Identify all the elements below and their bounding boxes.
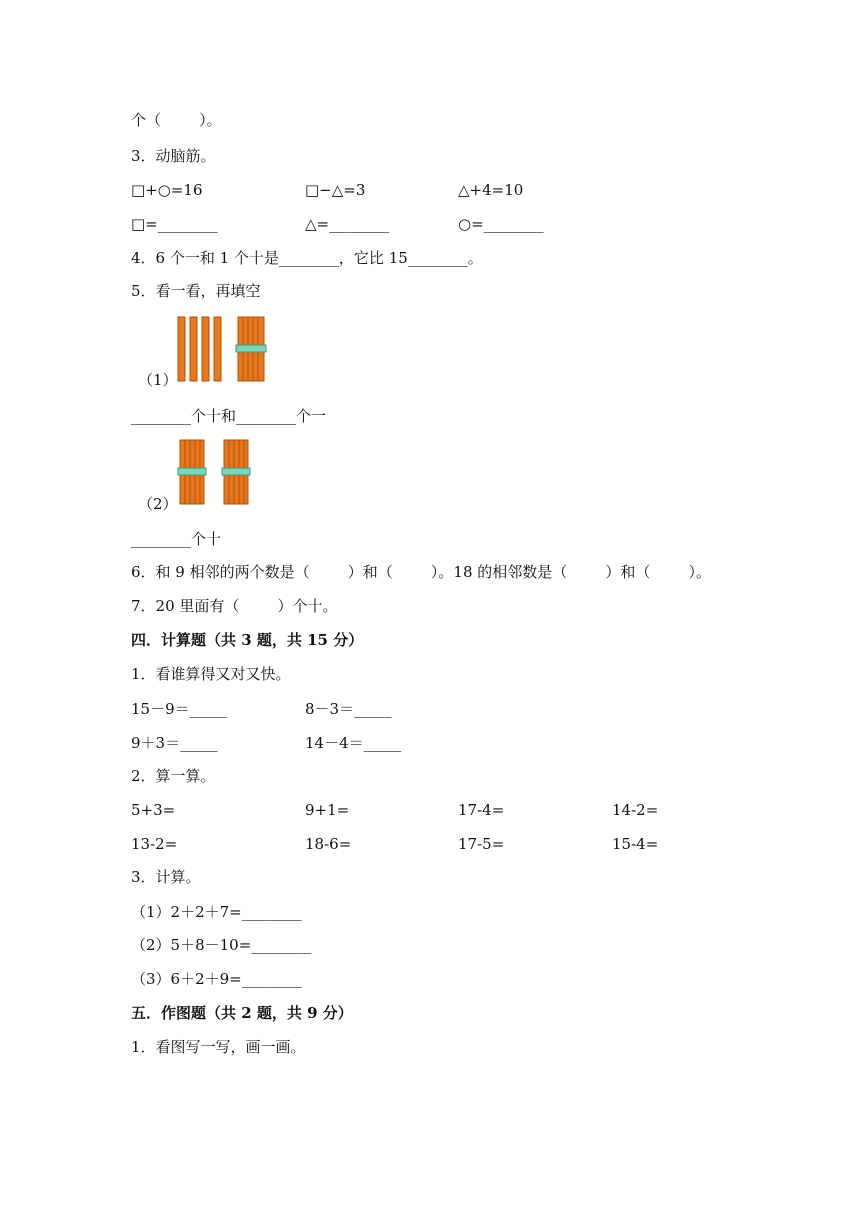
sub-question-label: （1）: [138, 371, 178, 389]
question-text: 7．20 里面有（ ）个十。: [131, 597, 338, 615]
answer-blank: ○=________: [458, 215, 544, 233]
answer-blank: □=________: [131, 215, 218, 233]
stick-bundle-icon: [178, 440, 206, 504]
equation: 14-2=: [612, 801, 659, 819]
equation: 14－4＝_____: [305, 734, 402, 752]
equation: 17-5=: [458, 835, 505, 853]
equation: 8－3＝_____: [305, 700, 392, 718]
sticks-picture-2: [176, 438, 256, 514]
sticks-picture-1: [176, 315, 276, 391]
equation: □+○=16: [131, 181, 203, 199]
answer-line: ________个十: [131, 530, 222, 548]
text-line: 个（ ）。: [131, 111, 222, 129]
stick-bundle-icon: [222, 440, 250, 504]
equation: 18-6=: [305, 835, 352, 853]
question-title: 5．看一看，再填空: [131, 282, 261, 300]
section-title: 五．作图题（共 2 题，共 9 分）: [131, 1004, 353, 1022]
question-text: 4．6 个一和 1 个十是________，它比 15________。: [131, 249, 483, 267]
equation: 17-4=: [458, 801, 505, 819]
question-text: 6．和 9 相邻的两个数是（ ）和（ ）。18 的相邻数是（ ）和（ ）。: [131, 563, 712, 581]
sub-question-label: （2）: [138, 495, 178, 513]
sub-question: （2）5＋8－10=________: [131, 936, 312, 954]
sub-question: （3）6＋2＋9=________: [131, 970, 302, 988]
equation: □−△=3: [305, 181, 366, 199]
answer-line: ________个十和________个一: [131, 407, 327, 425]
sub-question: （1）2＋2＋7=________: [131, 903, 302, 921]
stick-bundle-icon: [236, 317, 266, 381]
equation: 13-2=: [131, 835, 178, 853]
question-title: 1．看图写一写，画一画。: [131, 1038, 306, 1056]
question-title: 2．算一算。: [131, 767, 216, 785]
question-title: 3．动脑筋。: [131, 147, 216, 165]
equation: 5+3=: [131, 801, 176, 819]
equation: △+4=10: [458, 181, 524, 199]
single-stick-icon: [178, 317, 221, 381]
equation: 9＋3＝_____: [131, 734, 218, 752]
section-title: 四．计算题（共 3 题，共 15 分）: [131, 631, 364, 649]
equation: 15－9＝_____: [131, 700, 228, 718]
question-title: 1．看谁算得又对又快。: [131, 665, 291, 683]
answer-blank: △=________: [305, 215, 390, 233]
question-title: 3．计算。: [131, 868, 201, 886]
equation: 9+1=: [305, 801, 350, 819]
equation: 15-4=: [612, 835, 659, 853]
